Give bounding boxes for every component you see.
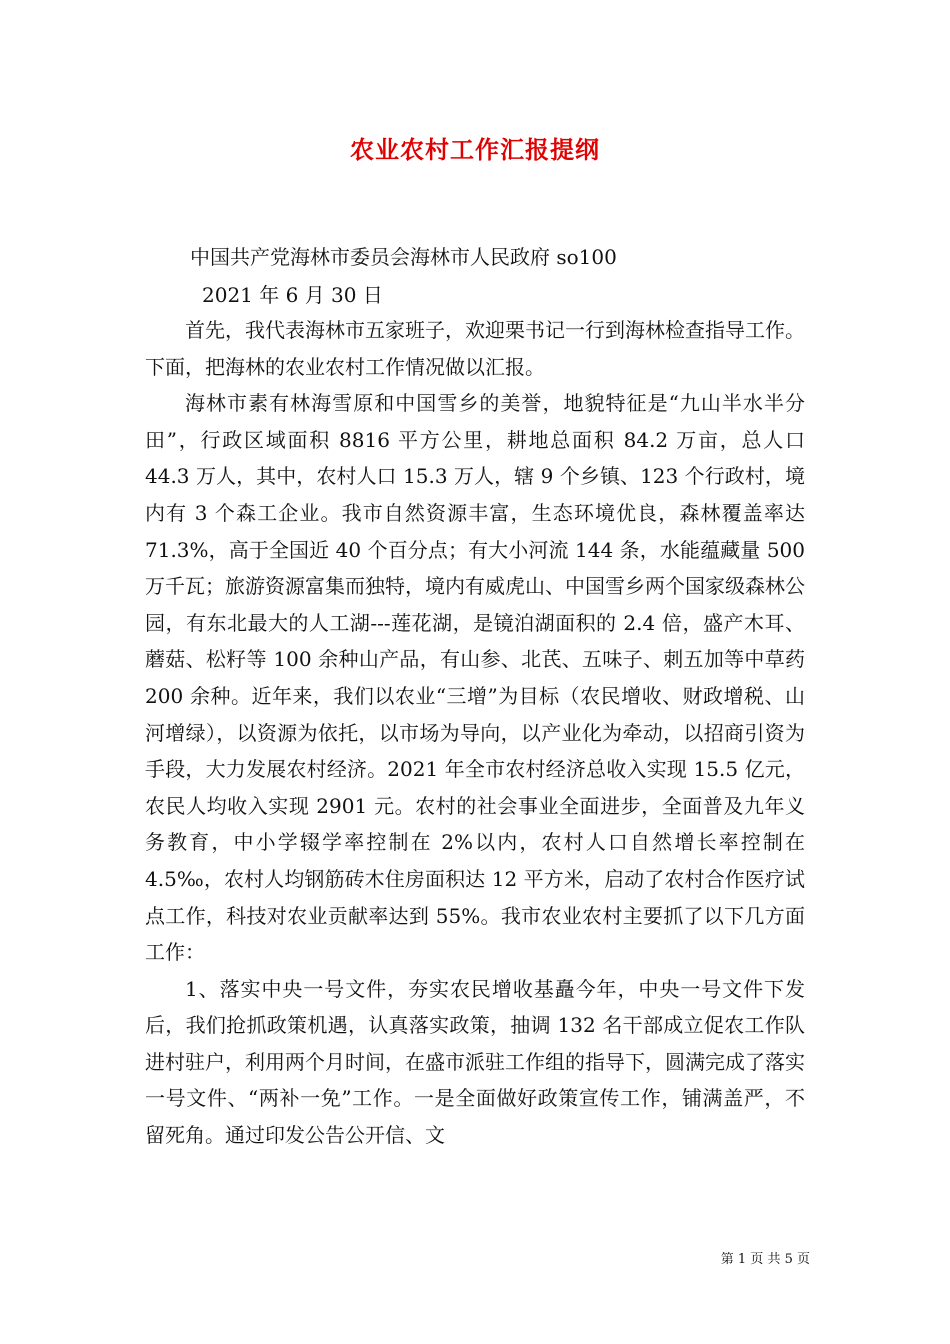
document-title: 农业农村工作汇报提纲	[350, 135, 600, 164]
paragraph-item-1: 1、落实中央一号文件，夯实农民增收基矗今年，中央一号文件下发后，我们抢抓政策机遇，认真落实政策，抽调 132 名干部成立促农工作队进村驻户，利用两个月时间，在盛市派驻工作组的指导下，圆满完成了落实一号文件、“两补一免”工作。一是全面做好政策宣传工作，铺满盖严，不留死角。通过印发公告公开信、文	[145, 976, 805, 1148]
document-body	[145, 312, 805, 1154]
date-line: 2021 年 6 月 30 日	[202, 283, 383, 307]
page-footer: 第 1 页 共 5 页	[720, 1252, 810, 1267]
author-line: 中国共产党海林市委员会海林市人民政府 so100	[190, 245, 617, 269]
paragraph-intro: 首先，我代表海林市五家班子，欢迎栗书记一行到海林检查指导工作。下面，把海林的农业农村工作情况做以汇报。	[145, 318, 805, 379]
paragraph-overview: 海林市素有林海雪原和中国雪乡的美誉，地貌特征是“九山半水半分田”，行政区域面积 8816 平方公里，耕地总面积 84.2 万亩，总人口 44.3 万人，其中，农村人口 15.3 万人，辖 9 个乡镇、123 个行政村，境内有 3 个森工企业。我市自然资源丰富，生态环境优良，森林覆盖率达 71.3%，高于全国近 40 个百分点；有大小河流 144 条，水能蕴藏量 500 万千瓦；旅游资源富集而独特，境内有威虎山、中国雪乡两个国家级森林公园，有东北最大的人工湖---莲花湖，是镜泊湖面积的 2.4 倍，盛产木耳、蘑菇、松籽等 100 余种山产品，有山参、北芪、五味子、刺五加等中草药 200 余种。近年来，我们以农业“三增”为目标（农民增收、财政增税、山河增绿），以资源为依托，以市场为导向，以产业化为牵动，以招商引资为手段，大力发展农村经济。2021 年全市农村经济总收入实现 15.5 亿元，农民人均收入实现 2901 元。农村的社会事业全面进步，全面普及九年义务教育，中小学辍学率控制在 2%以内，农村人口自然增长率控制在 4.5‰，农村人均钢筋砖木住房面积达 12 平方米，启动了农村合作医疗试点工作，科技对农业贡献率达到 55%。我市农业农村主要抓了以下几方面工作：	[145, 391, 805, 965]
